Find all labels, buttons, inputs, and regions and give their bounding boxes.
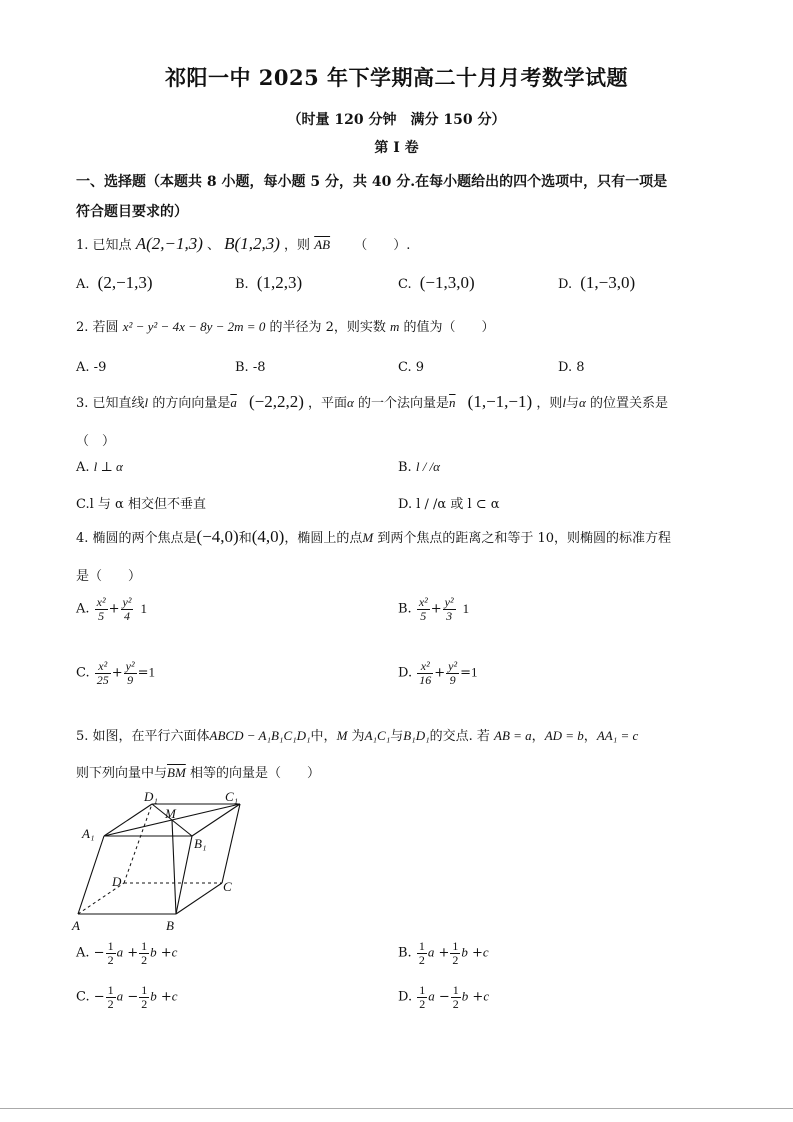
label-c1: C₁ xyxy=(225,789,239,804)
q2-option-b[interactable]: B. -8 xyxy=(235,360,266,375)
q5-option-d[interactable]: D. $\frac{1}{2}$ a − $\frac{1}{2}$ b +c xyxy=(398,983,490,1011)
exam-info: （时量 120 分钟 满分 150 分） xyxy=(287,112,506,128)
label-a: A xyxy=(72,918,80,933)
q2-option-c[interactable]: C. 9 xyxy=(398,360,425,375)
q1-option-c[interactable]: C. (−1,3,0) xyxy=(398,273,475,292)
q1-blank: （ ）. xyxy=(354,238,411,253)
question-5: 5. 如图，在平行六面体ABCD − A₁B₁C₁D₁中，M 为A₁C₁与B₁D₁的交点. 若 AB = a，AD = b，AA₁ = c xyxy=(76,728,639,744)
label-b1: B₁ xyxy=(194,836,207,851)
q2-equation: x² − y² − 4x − 8y − 2m = 0 xyxy=(122,319,266,334)
q3-option-c[interactable]: C.l 与 α 相交但不垂直 xyxy=(76,497,206,512)
part-heading: 第 I 卷 xyxy=(374,140,419,156)
q1-prefix: 1. 已知点 xyxy=(76,238,132,253)
q5-option-a[interactable]: A. − $\frac{1}{2}$ a + $\frac{1}{2}$ b +c xyxy=(76,939,178,967)
q2-option-a[interactable]: A. -9 xyxy=(76,360,107,375)
label-b: B xyxy=(166,918,174,933)
label-c: C xyxy=(223,879,232,894)
q1-option-a[interactable]: A. (2,−1,3) xyxy=(76,273,153,292)
question-1 xyxy=(76,234,410,254)
q5-option-b[interactable]: B. $\frac{1}{2}$ a + $\frac{1}{2}$ b +c xyxy=(398,939,489,967)
page-bottom-rule xyxy=(0,1108,793,1109)
q4-option-b[interactable]: B. $\frac{\text{x²}}{5}$ + $\frac{\text{y²}}{3}$ 1 xyxy=(398,595,470,623)
q1-option-b[interactable]: B. (1,2,3) xyxy=(235,273,303,292)
q1-then: ，则 xyxy=(284,238,311,253)
question-3: 3. 已知直线l 的方向向量是$\overline{a}$ (−2,2,2) ，平面α 的一个法向量是$\overline{n}$ (1,−1,−1) ，则l与α 的位置关系是 xyxy=(76,392,668,411)
page-title: 祁阳一中 2025 年下学期高二十月月考数学试题 xyxy=(164,65,629,90)
q5-option-c[interactable]: C. − $\frac{1}{2}$ a − $\frac{1}{2}$ b +c xyxy=(76,983,178,1011)
label-a1: A₁ xyxy=(82,826,95,841)
q4-line2: 是（ ） xyxy=(76,569,142,584)
label-m: M xyxy=(165,806,176,821)
q1-point-a: A(2,−1,3) xyxy=(135,234,203,253)
label-d1: D₁ xyxy=(144,789,158,804)
q1-option-d[interactable]: D. (1,−3,0) xyxy=(558,273,636,292)
q3-option-b[interactable]: B. l / /α xyxy=(398,459,440,475)
question-4: 4. 椭圆的两个焦点是(−4,0)和(4,0)，椭圆上的点M 到两个焦点的距离之和等于 10，则椭圆的标准方程 xyxy=(76,527,671,546)
q3-option-d[interactable]: D. l / /α 或 l ⊂ α xyxy=(398,497,500,512)
q3-blank: （ ） xyxy=(76,434,116,449)
q5-line2: 则下列向量中与$\overline{BM}$ 相等的向量是（ ） xyxy=(76,765,320,781)
parallelepiped-figure xyxy=(70,786,250,936)
q2-option-d[interactable]: D. 8 xyxy=(558,360,585,375)
q3-option-a[interactable]: A. l ⊥ α xyxy=(76,459,123,475)
q4-option-a[interactable]: A. $\frac{\text{x²}}{5}$ + $\frac{\text{y²}}{4}$ 1 xyxy=(76,595,147,623)
question-2: 2. 若圆 x² − y² − 4x − 8y − 2m = 0 的半径为 2，则实数 m 的值为（ ） xyxy=(76,319,495,335)
q1-vector-ab: $\overline{AB}$ xyxy=(314,237,331,252)
section-heading-cont: 符合题目要求的） xyxy=(76,204,188,220)
section-heading: 一、选择题（本题共 8 小题，每小题 5 分，共 40 分.在每小题给出的四个选项中，只有一项是 xyxy=(76,174,668,190)
label-d: D xyxy=(112,874,122,889)
q4-option-c[interactable]: C. $\frac{\text{x²}}{25}$ + $\frac{\text{y²}}{9}$ =1 xyxy=(76,659,156,687)
q1-sep: 、 xyxy=(207,238,221,253)
q1-point-b: B(1,2,3) xyxy=(224,234,280,253)
q4-option-d[interactable]: D. $\frac{\text{x²}}{16}$ + $\frac{\text{y²}}{9}$ =1 xyxy=(398,659,478,687)
